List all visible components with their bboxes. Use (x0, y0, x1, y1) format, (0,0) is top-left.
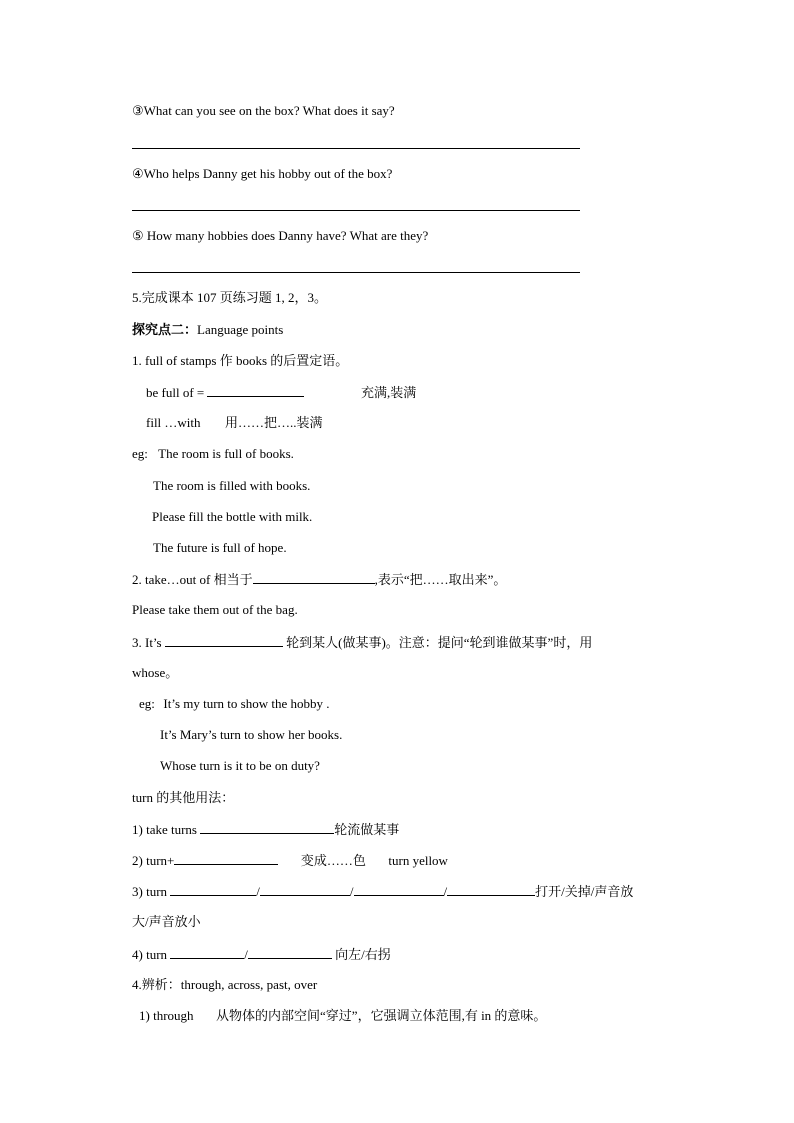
question-4: ④Who helps Danny get his hobby out of the box? (132, 166, 393, 181)
eg-label: eg: (139, 696, 155, 711)
point-1-eg (132, 446, 294, 462)
example-sentence: Please fill the bottle with milk. (152, 509, 313, 524)
turn-item-4-meaning: 向左/右拐 (335, 947, 391, 962)
task-5: 5.完成课本 107 页练习题 1, 2，3。 (132, 290, 328, 305)
turn-item-2-prefix: 2) turn+ (132, 853, 175, 868)
slash: / (244, 947, 248, 962)
point-3-prefix: 3. It’s (132, 635, 162, 650)
point-4-item-1-meaning: 从物体的内部空间“穿过”，它强调立体范围,有 in 的意味。 (216, 1008, 547, 1023)
question-3: ③What can you see on the box? What does it say? (132, 103, 395, 118)
section-subtitle: Language points (197, 322, 284, 337)
answer-line-4 (132, 210, 580, 211)
point-4-item-1 (139, 1008, 546, 1024)
section-heading (132, 322, 283, 338)
be-full-of-meaning: 充满,装满 (360, 385, 417, 400)
example-sentence: The room is filled with books. (153, 478, 311, 493)
example-sentence: Please take them out of the bag. (132, 602, 298, 617)
example-sentence: It’s Mary’s turn to show her books. (160, 727, 343, 742)
answer-line-5 (132, 272, 580, 273)
slash: / (349, 884, 354, 899)
blank-its-turn[interactable] (165, 634, 283, 647)
fill-with-row (146, 415, 323, 431)
blank-turn-right[interactable] (248, 946, 332, 959)
fill-with-label: fill …with (146, 415, 201, 430)
turn-item-2 (132, 852, 448, 869)
eg-label: eg: (132, 446, 148, 461)
turn-item-3-cont: 大/声音放小 (132, 914, 201, 929)
turn-item-3-meaning: 打开/关掉/声音放 (535, 884, 634, 899)
blank-turn-left[interactable] (170, 946, 244, 959)
turn-item-2-example: turn yellow (388, 853, 448, 868)
turn-item-3-prefix: 3) turn (132, 884, 168, 899)
point-2-prefix: 2. take…out of 相当于 (132, 572, 253, 587)
point-4-item-1-word: 1) through (139, 1008, 194, 1023)
be-full-of-label: be full of = (146, 385, 205, 400)
point-2-suffix: ,表示“把……取出来”。 (374, 572, 507, 587)
be-full-of-row (146, 384, 416, 401)
blank-turn-off[interactable] (260, 883, 350, 896)
blank-turn-on[interactable] (170, 883, 256, 896)
turn-item-1-meaning: 轮流做某事 (334, 822, 400, 837)
turn-item-1-prefix: 1) take turns (132, 822, 197, 837)
point-3-cont: whose。 (132, 665, 179, 680)
turn-item-3 (132, 883, 633, 900)
blank-turn-plus[interactable] (174, 852, 278, 865)
blank-turn-down[interactable] (447, 883, 535, 896)
fill-with-meaning: 用……把…..装满 (225, 415, 323, 430)
question-5: ⑤ How many hobbies does Danny have? What are they? (132, 228, 429, 243)
point-3-suffix: 轮到某人(做某事)。注意：提问“轮到谁做某事”时，用 (286, 635, 593, 650)
slash: / (256, 884, 260, 899)
example-sentence: The room is full of books. (158, 446, 294, 461)
point-2-title (132, 571, 506, 588)
slash: / (443, 884, 448, 899)
example-sentence: It’s my turn to show the hobby . (163, 696, 330, 711)
blank-take-out-of[interactable] (253, 571, 375, 584)
section-label: 探究点二： (132, 322, 198, 337)
point-4-title: 4.辨析：through, across, past, over (132, 977, 318, 992)
turn-item-2-meaning: 变成……色 (300, 853, 366, 868)
blank-turn-up[interactable] (354, 883, 444, 896)
point-3-eg (139, 696, 330, 712)
answer-line-3 (132, 148, 580, 149)
example-sentence: The future is full of hope. (153, 540, 287, 555)
point-3-title (132, 634, 592, 651)
turn-item-1 (132, 821, 399, 838)
blank-be-full-of[interactable] (207, 384, 304, 397)
point-1-title: 1. full of stamps 作 books 的后置定语。 (132, 353, 349, 368)
turn-item-4-prefix: 4) turn (132, 947, 168, 962)
turn-usage-title: turn 的其他用法： (132, 790, 235, 805)
turn-item-4 (132, 946, 391, 963)
example-sentence: Whose turn is it to be on duty? (160, 758, 320, 773)
blank-take-turns[interactable] (200, 821, 334, 834)
